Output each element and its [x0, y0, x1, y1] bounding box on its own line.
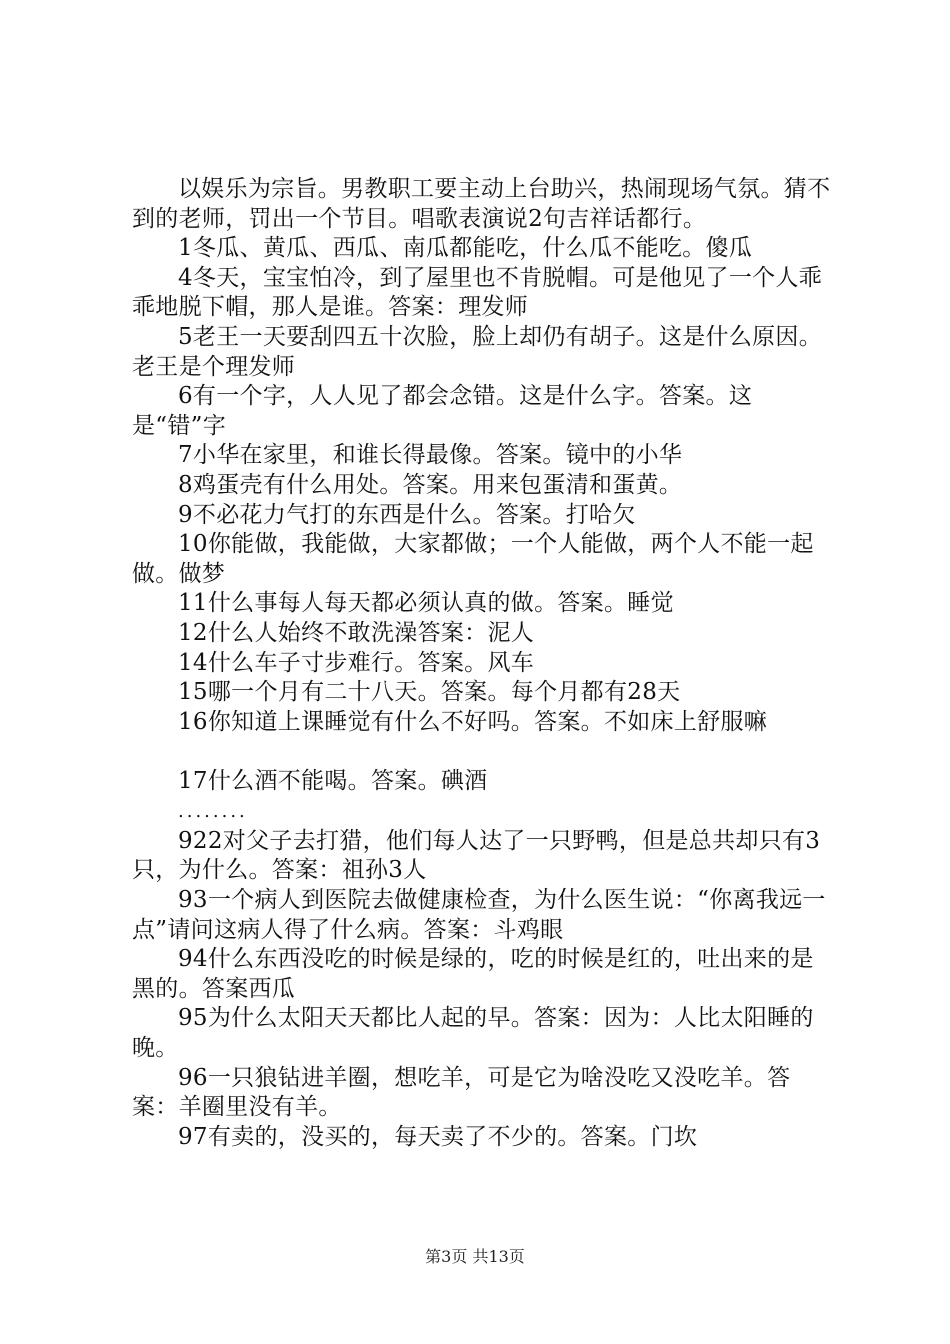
riddle-paragraph: 17什么酒不能喝。答案。碘酒	[178, 768, 488, 795]
riddle-paragraph: 1冬瓜、黄瓜、西瓜、南瓜都能吃，什么瓜不能吃。傻瓜	[178, 235, 753, 262]
riddle-paragraph: 93一个病人到医院去做健康检查，为什么医生说：“你离我远一点”请问这病人得了什么病。答案：斗鸡眼	[132, 887, 826, 943]
riddle-paragraph: 15哪一个月有二十八天。答案。每个月都有28天	[178, 679, 681, 706]
riddle-paragraph: 14什么车子寸步难行。答案。风车	[178, 649, 535, 676]
riddle-paragraph: 12什么人始终不敢洗澡答案：泥人	[178, 619, 535, 646]
riddle-paragraph: 4冬天，宝宝怕冷，到了屋里也不肯脱帽。可是他见了一个人乖乖地脱下帽，那人是谁。答案：理发师	[132, 264, 823, 321]
riddle-paragraph: 5老王一天要刮四五十次脸，脸上却仍有胡子。这是什么原因。老王是个理发师	[132, 323, 823, 380]
page-number-footer: 第3页 共13页	[425, 1247, 525, 1266]
paragraph-intro: 以娱乐为宗旨。男教职工要主动上台助兴，热闹现场气氛。猜不到的老师，罚出一个节目。唱歌表演说2句吉祥话都行。	[132, 176, 831, 232]
document-body	[132, 175, 832, 1152]
riddle-paragraph: 6有一个字，人人见了都会念错。这是什么字。答案。这是“错”字	[132, 383, 753, 439]
riddle-paragraph: 11什么事每人每天都必须认真的做。答案。睡觉	[178, 590, 674, 617]
riddle-paragraph: 10你能做，我能做，大家都做；一个人能做，两个人不能一起做。做梦	[132, 531, 814, 587]
riddle-paragraph: 97有卖的，没买的，每天卖了不少的。答案。门坎	[178, 1123, 698, 1150]
riddle-paragraph: 16你知道上课睡觉有什么不好吗。答案。不如床上舒服嘛	[178, 708, 768, 735]
riddle-paragraph: 7小华在家里，和谁长得最像。答案。镜中的小华	[178, 442, 683, 469]
ellipsis-separator: ........	[178, 800, 248, 822]
riddle-paragraph: 922对父子去打猎，他们每人达了一只野鸭，但是总共却只有3只，为什么。答案：祖孙3人	[132, 827, 821, 884]
riddle-paragraph: 8鸡蛋壳有什么用处。答案。用来包蛋清和蛋黄。	[178, 471, 683, 498]
riddle-paragraph: 94什么东西没吃的时候是绿的，吃的时候是红的，吐出来的是黑的。答案西瓜	[132, 946, 814, 1002]
riddle-paragraph: 9不必花力气打的东西是什么。答案。打哈欠	[178, 501, 636, 528]
riddle-paragraph: 95为什么太阳天天都比人起的早。答案：因为：人比太阳睡的晚。	[132, 1005, 814, 1062]
riddle-paragraph: 96一只狼钻进羊圈，想吃羊，可是它为啥没吃又没吃羊。答案：羊圈里没有羊。	[132, 1064, 791, 1121]
